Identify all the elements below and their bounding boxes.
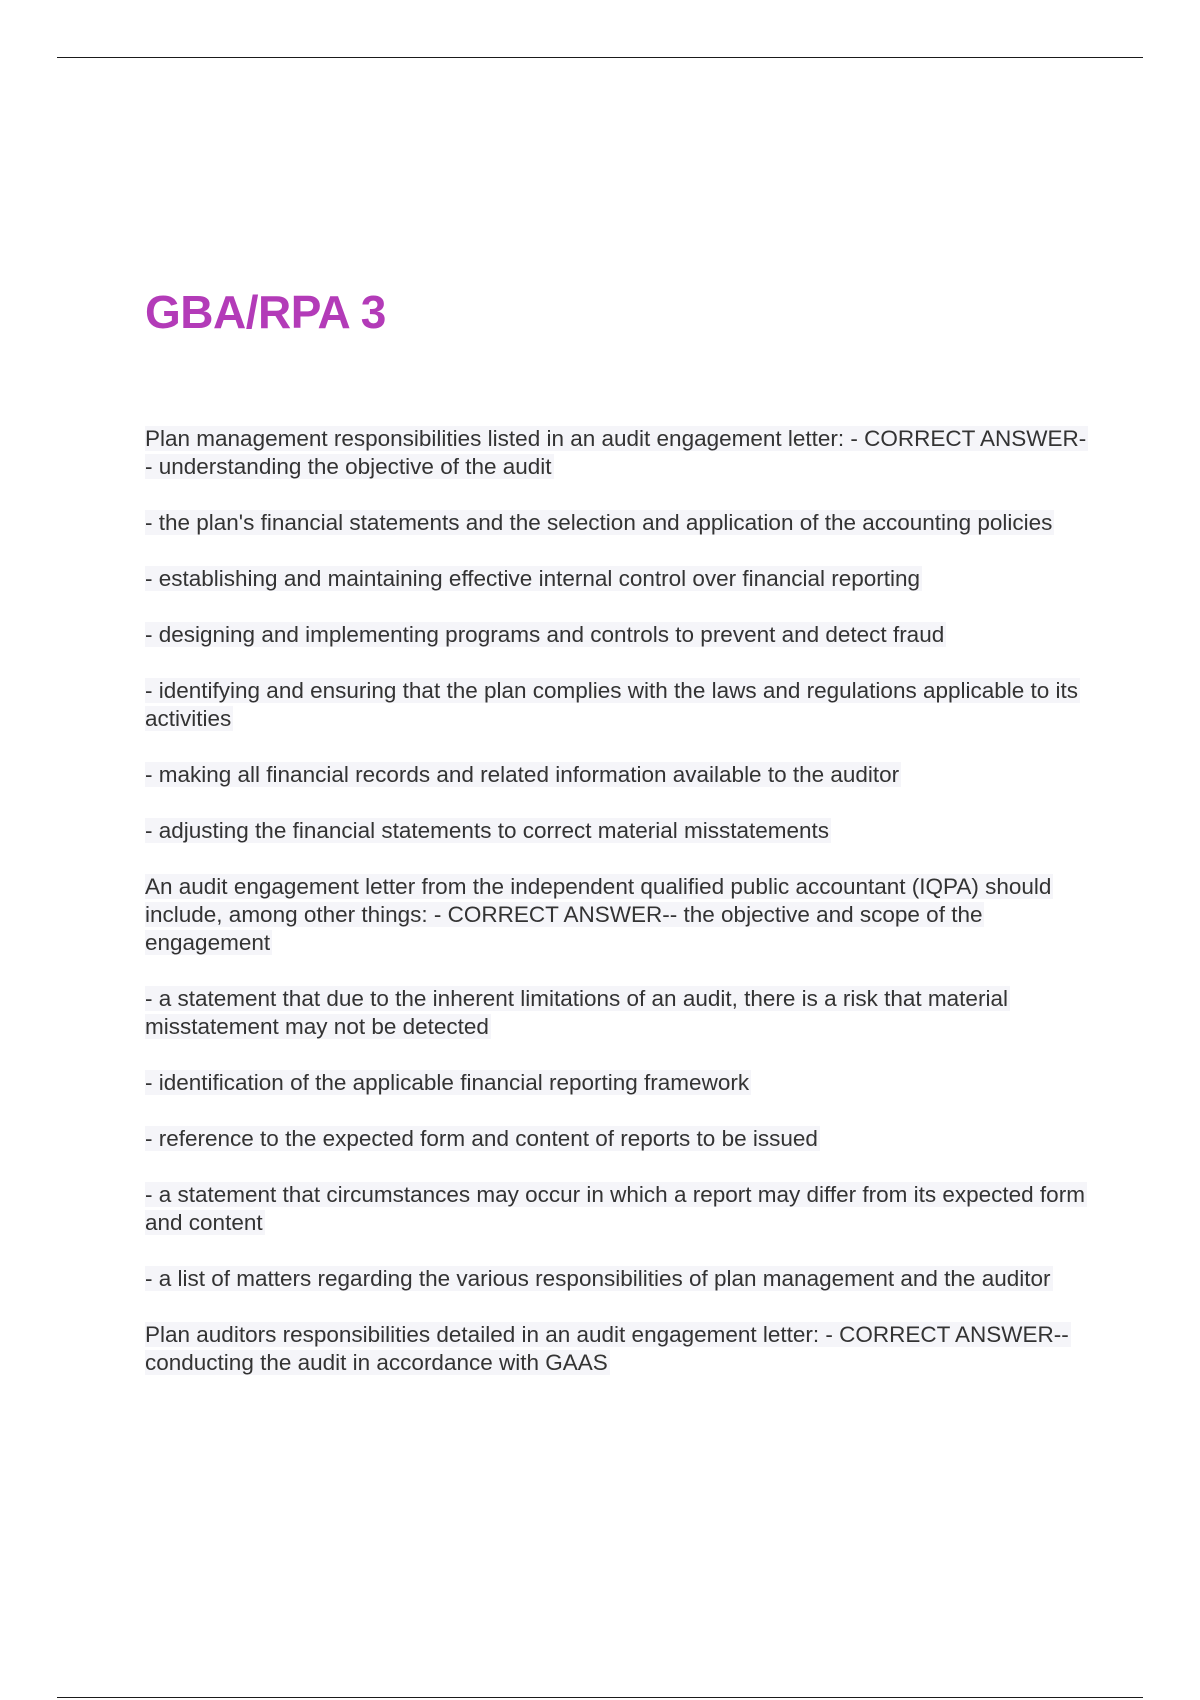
paragraph-text: - making all financial records and related information available to the auditor: [145, 762, 900, 787]
paragraph-text: Plan auditors responsibilities detailed in an audit engagement letter: - CORRECT ANSWER-- conducting the audit in accordance with GAAS: [145, 1322, 1069, 1375]
top-rule: [57, 57, 1143, 58]
paragraph-text: - reference to the expected form and content of reports to be issued: [145, 1126, 818, 1151]
paragraph: [145, 817, 1090, 845]
paragraph-text: Plan management responsibilities listed in an audit engagement letter: - CORRECT ANSWER-- understanding the objective of the audit: [145, 426, 1087, 479]
paragraph-text: - identifying and ensuring that the plan complies with the laws and regulations applicable to its activities: [145, 678, 1079, 731]
document-title: GBA/RPA 3: [145, 286, 386, 338]
paragraph-text: - a list of matters regarding the various responsibilities of plan management and the auditor: [145, 1266, 1051, 1291]
paragraph: [145, 621, 1090, 649]
paragraph: [145, 509, 1090, 537]
paragraph-list: [145, 425, 1100, 1377]
paragraph-text: - designing and implementing programs and controls to prevent and detect fraud: [145, 622, 945, 647]
paragraph: [145, 425, 1090, 481]
paragraph-text: - establishing and maintaining effective internal control over financial reporting: [145, 566, 921, 591]
paragraph-text: - adjusting the financial statements to correct material misstatements: [145, 818, 830, 843]
paragraph: [145, 565, 1090, 593]
paragraph: [145, 985, 1090, 1041]
paragraph: [145, 1181, 1090, 1237]
paragraph: [145, 761, 1090, 789]
paragraph-text: - a statement that circumstances may occur in which a report may differ from its expected form and content: [145, 1182, 1085, 1235]
bottom-rule: [57, 1697, 1143, 1698]
paragraph-text: - identification of the applicable financial reporting framework: [145, 1070, 750, 1095]
paragraph: [145, 1125, 1090, 1153]
paragraph: [145, 1265, 1090, 1293]
paragraph-text: - a statement that due to the inherent limitations of an audit, there is a risk that material misstatement may not be detected: [145, 986, 1008, 1039]
document-body: [145, 282, 1100, 1405]
paragraph: [145, 677, 1090, 733]
paragraph: [145, 1069, 1090, 1097]
paragraph-text: An audit engagement letter from the independent qualified public accountant (IQPA) should include, among other things: - CORRECT ANSWER-- the objective and scope of the engagement: [145, 874, 1052, 955]
paragraph: [145, 1321, 1090, 1377]
paragraph-text: - the plan's financial statements and the selection and application of the accounting policies: [145, 510, 1053, 535]
paragraph: [145, 873, 1090, 957]
